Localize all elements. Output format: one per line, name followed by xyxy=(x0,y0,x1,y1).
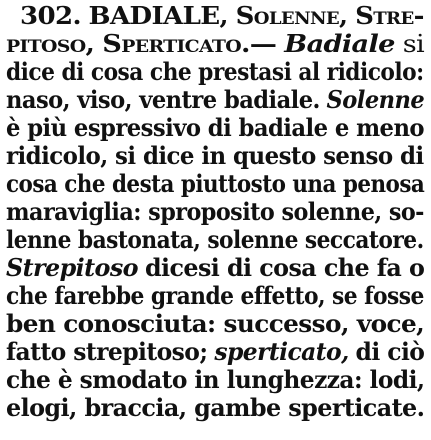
entry-heading-line xyxy=(20,2,424,30)
italic-term: Solenne xyxy=(326,85,425,114)
italic-term: sperticato, xyxy=(214,337,349,366)
italic-term: Strepitoso xyxy=(6,253,138,282)
headword-sperticato: Sperticato. xyxy=(102,29,250,58)
headword-strepitoso-part2: pitoso, xyxy=(6,29,95,58)
italic-term: Badiale xyxy=(284,29,395,58)
text-span: si xyxy=(402,29,425,58)
text-line xyxy=(6,30,424,58)
text-line xyxy=(6,254,424,282)
text-span: fatto strepitoso; xyxy=(6,337,208,366)
text-span: dicesi di cosa che fa o xyxy=(144,253,425,282)
entry-number: 302. xyxy=(20,1,81,30)
text-line xyxy=(6,338,424,366)
em-dash: — xyxy=(249,29,277,58)
text-line: che è smodato in lunghezza: lodi, xyxy=(6,365,425,394)
text-line: è più espressivo di badiale e meno xyxy=(6,113,424,142)
text-line: maraviglia: sproposito solenne, so- xyxy=(6,197,424,226)
text-line: lenne bastonata, solenne seccatore. xyxy=(6,225,424,254)
text-line: elogi, braccia, gambe sperticate. xyxy=(6,393,425,422)
headword-solenne: Solenne, xyxy=(235,1,348,30)
text-line: ridicolo, si dice in questo senso di xyxy=(6,141,424,170)
text-line: che farebbe grande effetto, se fosse xyxy=(6,281,424,310)
text-line: dice di cosa che prestasi al ridicolo: xyxy=(6,57,424,86)
text-line: ben conosciuta: successo, voce, xyxy=(6,309,425,338)
text-span: di ciò xyxy=(355,337,425,366)
text-line: cosa che desta piuttosto una penosa xyxy=(6,169,425,198)
headword-badiale: BADIALE, xyxy=(88,1,228,30)
text-span: naso, viso, ventre badiale. xyxy=(6,85,320,114)
headword-strepitoso-part1: Stre- xyxy=(355,1,424,30)
text-line xyxy=(6,86,424,114)
